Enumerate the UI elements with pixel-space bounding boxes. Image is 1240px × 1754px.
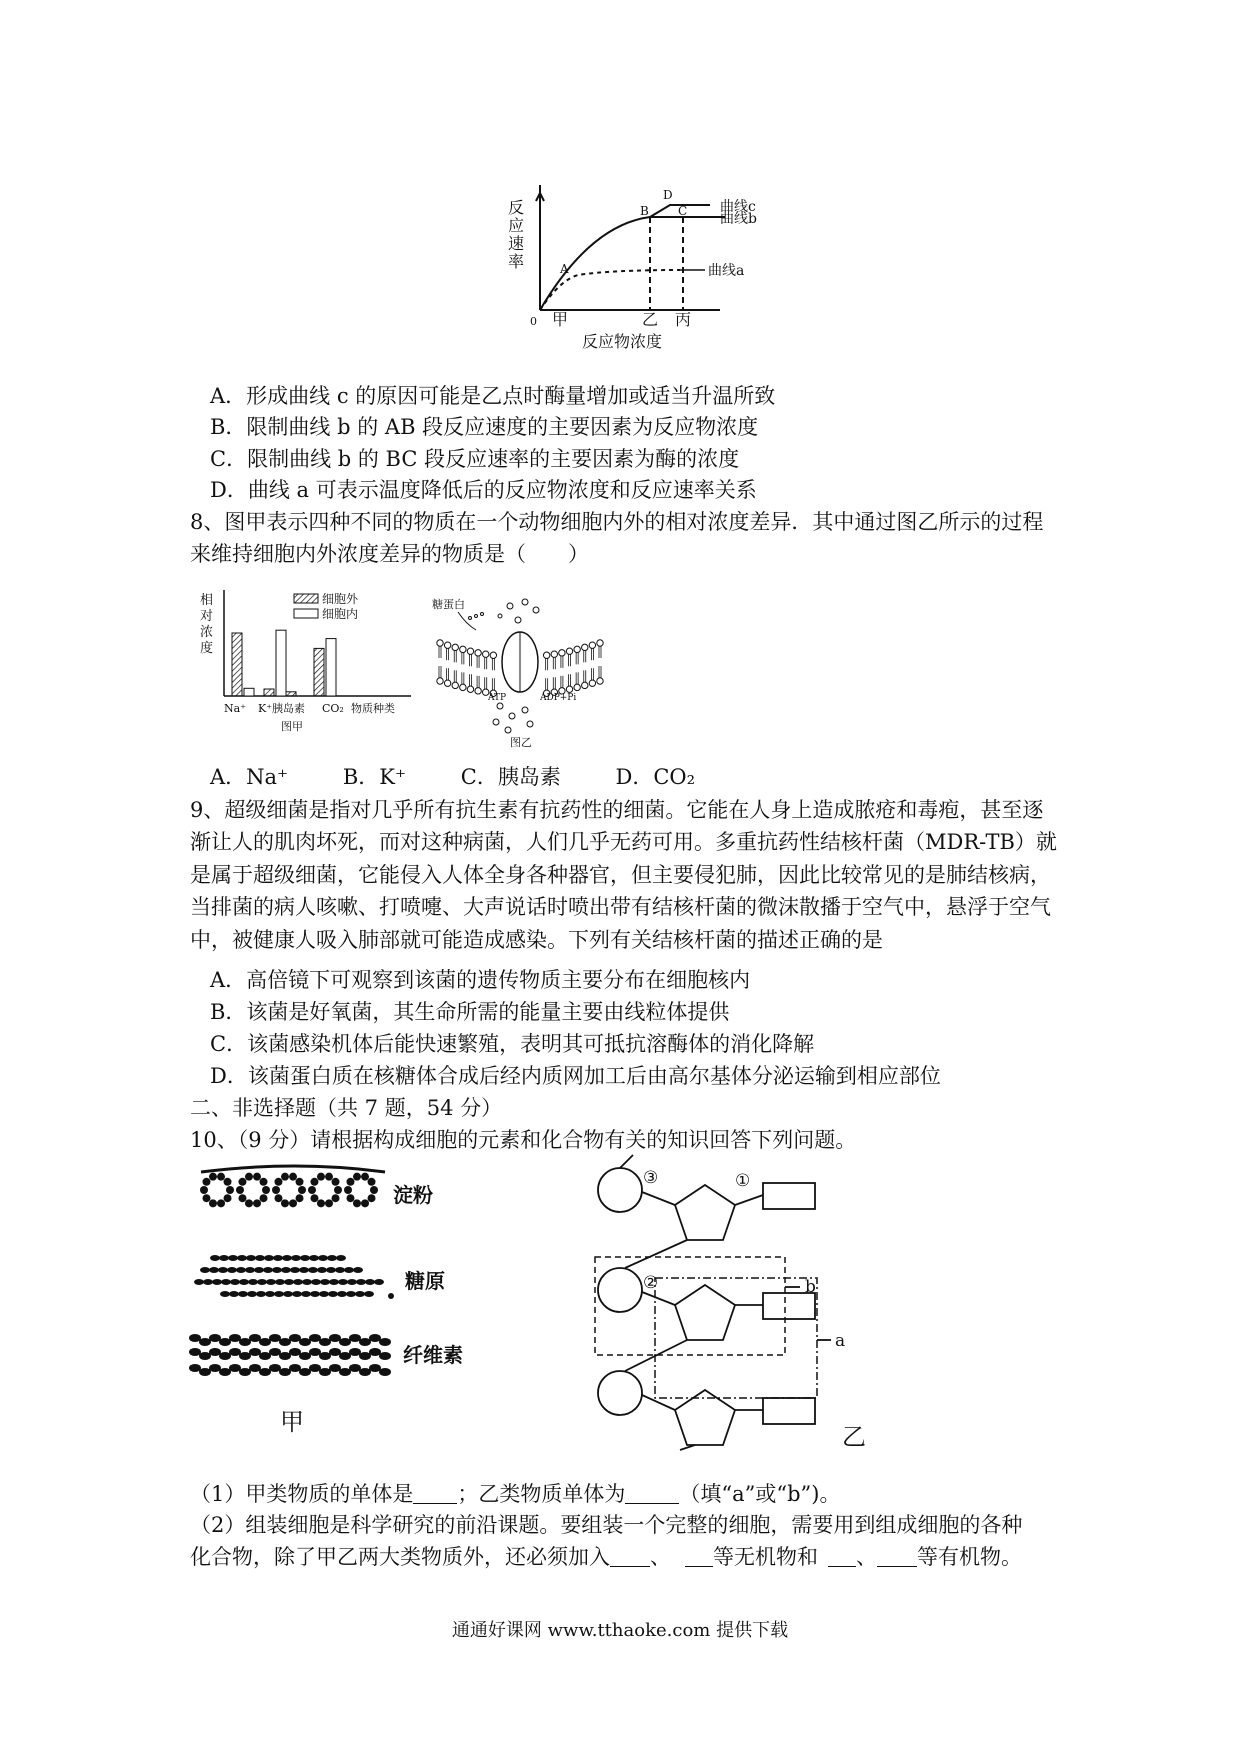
q8-option-c: C．胰岛素 xyxy=(460,765,561,789)
x-tick: 甲 xyxy=(552,310,569,329)
q10-2-text-c: 等无机物和 xyxy=(713,1545,818,1569)
q10-1-text-a: （1）甲类物质的单体是 xyxy=(190,1482,414,1506)
q10-part-2-line-1: （2）组装细胞是科学研究的前沿课题。要组装一个完整的细胞，需要用到组成细胞的各种 xyxy=(190,1513,1023,1537)
q7-option-d: D．曲线 a 可表示温度降低后的反应物浓度和反应速率关系 xyxy=(210,478,757,502)
point-label: C xyxy=(678,204,688,218)
concentration-bar-chart xyxy=(196,588,426,736)
glycogen-label: 糖原 xyxy=(405,1269,445,1293)
q9-option-c: C．该菌感染机体后能快速繁殖，表明其可抵抗溶酶体的消化降解 xyxy=(210,1032,815,1056)
q10-part-2-line-2 xyxy=(190,1543,1022,1571)
membrane-transport-diagram xyxy=(430,598,610,748)
point-label: B xyxy=(640,204,649,218)
x-axis-label: 反应物浓度 xyxy=(582,332,663,351)
y-axis-char: 应 xyxy=(508,216,525,235)
x-category-label: CO₂ xyxy=(322,702,344,715)
legend-inside: 细胞内 xyxy=(322,607,359,621)
cellulose-label: 纤维素 xyxy=(403,1343,463,1367)
q9-option-a: A．高倍镜下可观察到该菌的遗传物质主要分布在细胞核内 xyxy=(210,968,751,992)
fig10-yi-caption: 乙 xyxy=(842,1423,866,1451)
starch-label: 淀粉 xyxy=(393,1183,433,1207)
q10-2-text-d: 、 xyxy=(856,1545,877,1569)
bar-ylabel-char: 相 xyxy=(200,593,214,608)
x-axis-label: 物质种类 xyxy=(351,702,395,715)
point-label: D xyxy=(663,188,673,202)
q8-stem: 8、图甲表示四种不同的物质在一个动物细胞内外的相对浓度差异．其中通过图乙所示的过程来维持细胞内外浓度差异的物质是（ ） xyxy=(190,510,1044,567)
nucleotide-chain-figure xyxy=(595,1150,915,1450)
x-category-label: K⁺ xyxy=(258,702,273,715)
adp-label: ADP+Pi xyxy=(540,693,577,703)
diagram-caption: 图乙 xyxy=(510,736,532,749)
curve-label: 曲线b xyxy=(720,211,757,227)
bar-inside-1 xyxy=(276,630,286,696)
mark-2: ② xyxy=(643,1273,659,1293)
q10-1-blank-1[interactable] xyxy=(413,1483,457,1504)
q10-stem: 10、（9 分）请根据构成细胞的元素和化合物有关的知识回答下列问题。 xyxy=(190,1128,857,1152)
glycoprotein-label: 糖蛋白 xyxy=(432,598,465,611)
q10-part-1 xyxy=(190,1480,840,1508)
fig10-jia-caption: 甲 xyxy=(280,1408,304,1436)
q8-option-a: A．Na⁺ xyxy=(210,765,289,789)
bar-outside-2 xyxy=(286,692,296,696)
page-footer: 通通好课网 www.tthaoke.com 提供下载 xyxy=(451,1620,789,1641)
q8-option-d: D．CO₂ xyxy=(615,765,696,789)
q10-2-blank-4[interactable] xyxy=(877,1546,917,1567)
bar-inside-3 xyxy=(326,639,336,696)
polysaccharide-figure xyxy=(195,1160,485,1450)
q8-options xyxy=(210,763,743,791)
q7-option-c: C．限制曲线 b 的 BC 段反应速率的主要因素为酶的浓度 xyxy=(210,447,740,471)
mark-3: ③ xyxy=(643,1168,659,1188)
curve-label: 曲线c xyxy=(720,199,756,215)
q10-2-text-e: 等有机物。 xyxy=(917,1545,1022,1569)
point-label: A xyxy=(560,262,569,276)
y-axis-char: 反 xyxy=(508,198,525,217)
q10-1-blank-2[interactable] xyxy=(625,1483,679,1504)
bar-inside-0 xyxy=(244,688,254,696)
x-category-label: 胰岛素 xyxy=(272,702,305,715)
q10-2-text-a: 化合物，除了甲乙两大类物质外，还必须加入 xyxy=(190,1545,610,1569)
q10-2-blank-2[interactable] xyxy=(685,1546,713,1567)
x-category-label: Na⁺ xyxy=(224,702,246,715)
q8-option-b: B．K⁺ xyxy=(342,765,407,789)
bar-outside-3 xyxy=(314,648,324,696)
bar-ylabel-char: 浓 xyxy=(200,625,214,640)
q10-2-blank-3[interactable] xyxy=(828,1546,856,1567)
section-2-heading: 二、非选择题（共 7 题，54 分） xyxy=(190,1096,503,1120)
enzyme-rate-graph xyxy=(508,185,780,360)
q10-1-text-b: ；乙类物质单体为 xyxy=(457,1482,626,1506)
x-tick: 乙 xyxy=(642,310,659,329)
q9-stem: 9、超级细菌是指对几乎所有抗生素有抗药性的细菌。它能在人身上造成脓疮和毒疱，甚至逐渐让人的肌肉坏死，而对这种病菌，人们几乎无药可用。多重抗药性结核杆菌（MDR-TB）就是属于超级细菌，它能侵入人体全身各种器官，但主要侵犯肺，因此比较常见的是肺结核病，当排菌的病人咳嗽、打喷嚏、大声说话时喷出带有结核杆菌的微沫散播于空气中，悬浮于空气中，被健康人吸入肺部就可能造成感染。下列有关结核杆菌的描述正确的是 xyxy=(190,798,1057,952)
y-axis-char: 速 xyxy=(508,234,525,253)
q10-2-blank-1[interactable] xyxy=(610,1546,650,1567)
mark-1: ① xyxy=(735,1171,751,1191)
q7-option-b: B．限制曲线 b 的 AB 段反应速度的主要因素为反应物浓度 xyxy=(210,415,759,439)
bar-outside-0 xyxy=(232,633,242,696)
atp-label: ATP xyxy=(488,693,507,703)
box-label-a: a xyxy=(835,1331,846,1351)
box-label-b: b xyxy=(805,1277,816,1297)
q10-2-text-b: 、 xyxy=(650,1545,671,1569)
origin-label: 0 xyxy=(530,315,537,328)
bar-outside-1 xyxy=(264,689,274,696)
bar-ylabel-char: 对 xyxy=(200,609,214,624)
x-tick: 丙 xyxy=(675,310,692,329)
bar-ylabel-char: 度 xyxy=(200,641,214,656)
q9-option-d: D．该菌蛋白质在核糖体合成后经内质网加工后由高尔基体分泌运输到相应部位 xyxy=(210,1064,941,1088)
legend-outside: 细胞外 xyxy=(322,592,359,606)
q7-option-a: A．形成曲线 c 的原因可能是乙点时酶量增加或适当升温所致 xyxy=(210,384,776,408)
q9-option-b: B．该菌是好氧菌，其生命所需的能量主要由线粒体提供 xyxy=(210,1000,730,1024)
q10-1-text-c: （填“a”或“b”)。 xyxy=(679,1482,841,1506)
y-axis-char: 率 xyxy=(508,252,525,271)
curve-label: 曲线a xyxy=(708,263,745,279)
chart-caption: 图甲 xyxy=(281,720,303,733)
